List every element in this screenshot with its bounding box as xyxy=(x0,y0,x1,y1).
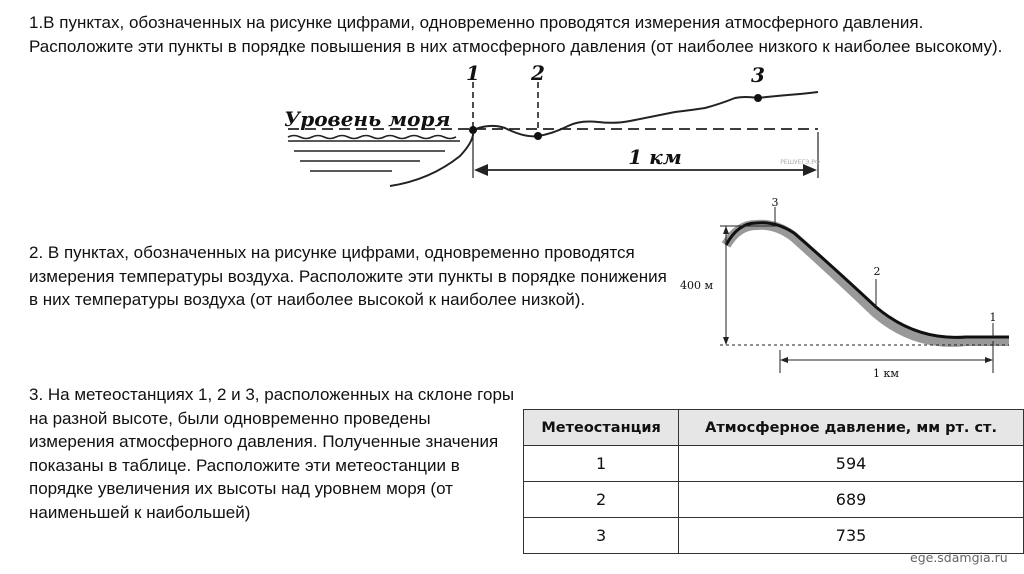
water-lines xyxy=(288,136,460,172)
station-cell: 3 xyxy=(524,518,679,554)
table-row xyxy=(524,518,1024,554)
table-row xyxy=(524,482,1024,518)
sea-level-label: Уровень моря xyxy=(284,107,451,131)
slope-band xyxy=(726,225,1009,342)
table-header-row xyxy=(524,410,1024,446)
distance-label: 1 км xyxy=(873,367,899,380)
point-3-label: 3 xyxy=(751,63,765,87)
point-2-label: 2 xyxy=(873,265,881,278)
point-3-dot xyxy=(754,94,762,102)
table-row xyxy=(524,446,1024,482)
distance-arrow-right-head xyxy=(985,357,993,363)
distance-label: 1 км xyxy=(628,145,682,169)
task-3-text: 3. На метеостанциях 1, 2 и 3, расположенных на склоне горы на разной высоте, были одновременно проведены измерения атмосферного давления. Полученные значения показаны в таблице. Расположите эти метеостанции в порядке увеличения их высоты над уровнем моря (от наименьшей к наибольшей) xyxy=(29,385,515,522)
source-credit: ege.sdamgia.ru xyxy=(910,550,1008,565)
distance-arrow-left-head xyxy=(780,357,788,363)
header-pressure: Атмосферное давление, мм рт. ст. xyxy=(679,410,1024,446)
task-1-text: 1.В пунктах, обозначенных на рисунке цифрами, одновременно проводятся измерения атмосферного давления. Расположите эти пункты в порядке повышения в них атмосферного давления (от наиболее низкого к наиболее высокому). xyxy=(29,13,1003,56)
height-arrow-up-head xyxy=(723,226,729,234)
slope-outline xyxy=(726,223,1009,338)
pressure-cell: 735 xyxy=(679,518,1024,554)
point-3-label: 3 xyxy=(771,196,779,209)
point-1-label: 1 xyxy=(989,311,997,324)
point-1-label: 1 xyxy=(466,61,480,85)
header-station: Метеостанция xyxy=(524,410,679,446)
pressure-table xyxy=(523,409,1024,554)
station-cell: 2 xyxy=(524,482,679,518)
coastline-profile-figure xyxy=(280,60,820,190)
height-arrow-down-head xyxy=(723,337,729,345)
pressure-cell: 689 xyxy=(679,482,1024,518)
distance-arrow-left-head xyxy=(474,164,488,176)
task-2-text: 2. В пунктах, обозначенных на рисунке цифрами, одновременно проводятся измерения температуры воздуха. Расположите эти пункты в порядке понижения в них температуры воздуха (от наиболее высокой к наиболее низкой). xyxy=(29,243,667,309)
station-cell: 1 xyxy=(524,446,679,482)
height-label: 400 м xyxy=(680,279,714,292)
mountain-slope-figure xyxy=(676,195,1021,395)
point-2-label: 2 xyxy=(531,61,545,85)
pressure-cell: 594 xyxy=(679,446,1024,482)
point-2-dot xyxy=(534,132,542,140)
watermark: РЕШУЕГЭ.РФ xyxy=(780,159,820,166)
